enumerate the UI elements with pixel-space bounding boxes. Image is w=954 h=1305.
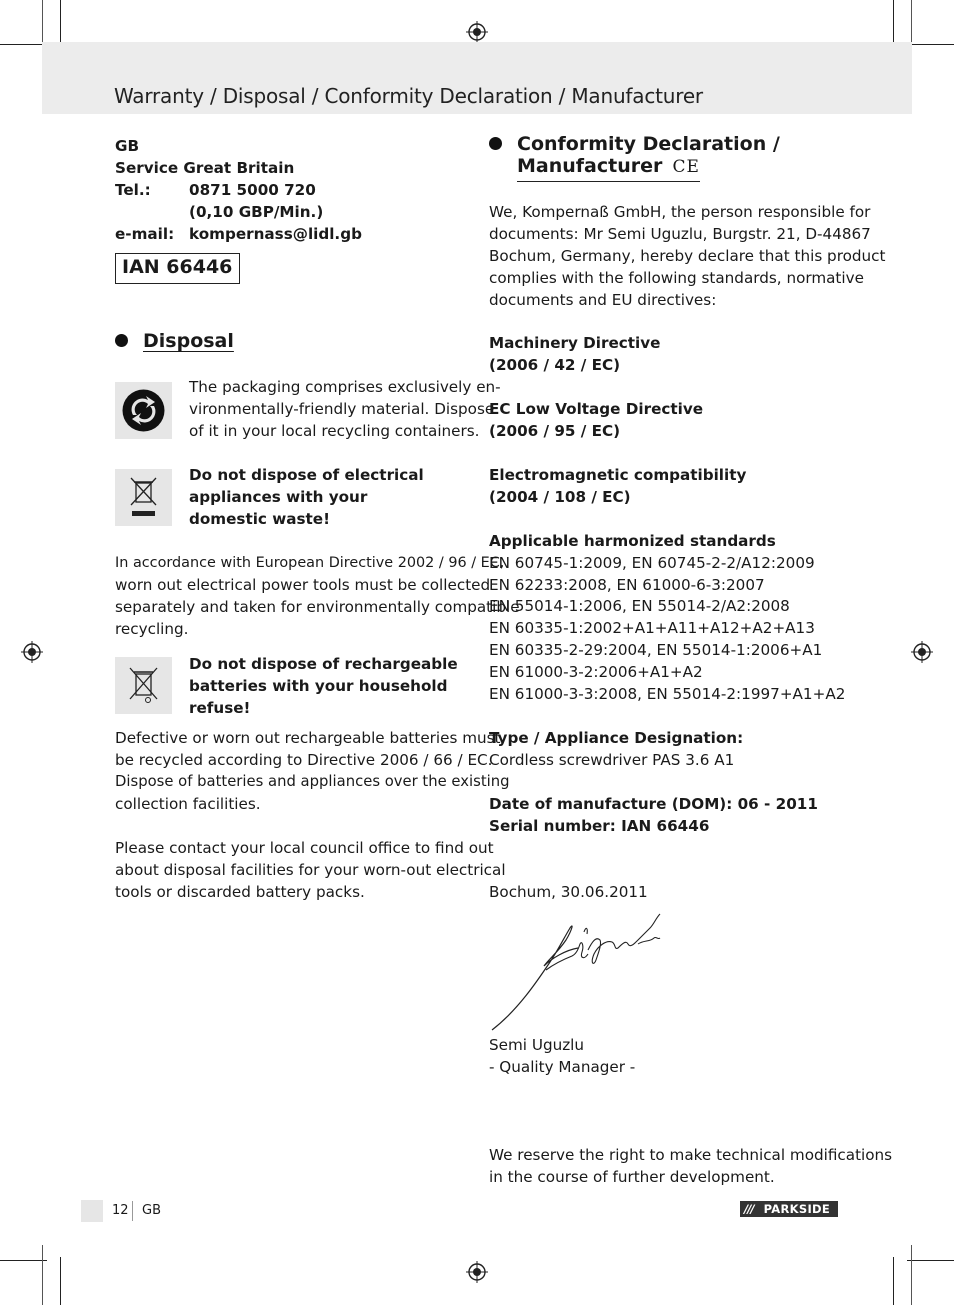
reserve-text-2: in the course of further development. <box>489 1168 775 1186</box>
packaging-text-1: The packaging comprises exclusively en- <box>189 378 501 396</box>
service-name: Service Great Britain <box>115 159 295 177</box>
crossed-bin-icon <box>115 469 172 526</box>
battery-warning-2: batteries with your household <box>189 677 448 695</box>
lvd-title: EC Low Voltage Directive <box>489 400 704 418</box>
parkside-logo <box>740 1201 838 1217</box>
conformity-heading-1: Conformity Declaration / <box>517 133 780 155</box>
conformity-heading-2: Manufacturer <box>517 155 663 177</box>
packaging-text-3: of it in your local recycling containers. <box>189 422 480 440</box>
standard-line: EN 60745-1:2009, EN 60745-2-2/A12:2009 <box>489 554 815 572</box>
standard-line: EN 61000-3-3:2008, EN 55014-2:1997+A1+A2 <box>489 685 846 703</box>
crop-mark <box>0 44 47 45</box>
signer-name: Semi Uguzlu <box>489 1036 585 1054</box>
reserve-text-1: We reserve the right to make technical modifications <box>489 1146 893 1164</box>
standard-line: EN 62233:2008, EN 61000-6-3:2007 <box>489 576 765 594</box>
footer-page-box <box>81 1200 103 1222</box>
standard-line: EN 60335-2-29:2004, EN 55014-1:2006+A1 <box>489 641 823 659</box>
standard-line: EN 60335-1:2002+A1+A11+A12+A2+A13 <box>489 619 815 637</box>
crop-mark <box>893 0 894 48</box>
machinery-code: (2006 / 42 / EC) <box>489 356 621 374</box>
directive-text-3: separately and taken for environmentally compatible <box>115 598 520 616</box>
standards-title: Applicable harmonized standards <box>489 532 776 550</box>
logo-stripes-icon: /// <box>744 1202 754 1216</box>
section-bullet-icon <box>489 137 502 150</box>
intro-text-1: We, Kompernaß GmbH, the person responsible for <box>489 203 871 221</box>
crop-mark <box>60 0 61 48</box>
intro-text-3: Bochum, Germany, hereby declare that this product <box>489 247 886 265</box>
electrical-warning-1: Do not dispose of electrical <box>189 466 424 484</box>
machinery-title: Machinery Directive <box>489 334 661 352</box>
battery-bin-icon <box>115 657 172 714</box>
registration-mark-icon <box>466 1261 488 1283</box>
registration-mark-icon <box>21 641 43 663</box>
battery-text-3: Dispose of batteries and appliances over the existing <box>115 773 510 790</box>
conformity-heading-2-wrap <box>517 155 700 182</box>
directive-text-1: In accordance with European Directive 2002 / 96 / EC, <box>115 555 505 571</box>
recycling-icon <box>115 382 172 439</box>
crop-mark <box>911 1245 912 1305</box>
electrical-warning-2: appliances with your <box>189 488 368 506</box>
crop-mark <box>60 1257 61 1305</box>
page-title: Warranty / Disposal / Conformity Declaration / Manufacturer <box>114 84 703 108</box>
type-title: Type / Appliance Designation: <box>489 729 744 747</box>
battery-text-1: Defective or worn out rechargeable batteries must <box>115 729 501 747</box>
contact-text-2: about disposal facilities for your worn-out electrical <box>115 861 506 879</box>
page-number: 12 <box>112 1203 129 1218</box>
crop-mark <box>893 1257 894 1305</box>
tel-number: 0871 5000 720 <box>189 181 316 199</box>
crop-mark <box>907 44 954 45</box>
directive-text-2: worn out electrical power tools must be collected <box>115 576 491 594</box>
section-bullet-icon <box>115 334 128 347</box>
date-of-manufacture: Date of manufacture (DOM): 06 - 2011 <box>489 795 818 813</box>
emc-code: (2004 / 108 / EC) <box>489 488 631 506</box>
tel-label: Tel.: <box>115 181 151 199</box>
serial-number: Serial number: IAN 66446 <box>489 817 710 835</box>
signature-image <box>488 910 668 1035</box>
battery-text-4: collection facilities. <box>115 795 261 813</box>
standard-line: EN 61000-3-2:2006+A1+A2 <box>489 663 703 681</box>
battery-warning-1: Do not dispose of rechargeable <box>189 655 458 673</box>
battery-warning-3: refuse! <box>189 699 251 717</box>
contact-text-1: Please contact your local council office to find out <box>115 839 494 857</box>
emc-title: Electromagnetic compatibility <box>489 466 747 484</box>
crop-mark <box>42 1245 43 1305</box>
ce-mark: CE <box>672 157 700 177</box>
intro-text-2: documents: Mr Semi Uguzlu, Burgstr. 21, D-44867 <box>489 225 871 243</box>
ian-number: IAN 66446 <box>122 256 233 278</box>
disposal-heading: Disposal <box>143 330 234 352</box>
electrical-warning-3: domestic waste! <box>189 510 331 528</box>
contact-text-3: tools or discarded battery packs. <box>115 883 365 901</box>
crop-mark <box>0 1260 47 1261</box>
standard-line: EN 55014-1:2006, EN 55014-2/A2:2008 <box>489 597 790 615</box>
footer-divider <box>132 1201 133 1221</box>
registration-mark-icon <box>466 21 488 43</box>
intro-text-4: complies with the following standards, normative <box>489 269 864 287</box>
intro-text-5: documents and EU directives: <box>489 291 717 309</box>
email-label: e-mail: <box>115 225 175 243</box>
type-value: Cordless screwdriver PAS 3.6 A1 <box>489 751 735 769</box>
directive-text-4: recycling. <box>115 620 189 638</box>
packaging-text-2: vironmentally-friendly material. Dispose <box>189 400 495 418</box>
signer-role: - Quality Manager - <box>489 1058 636 1076</box>
registration-mark-icon <box>911 641 933 663</box>
place-date: Bochum, 30.06.2011 <box>489 883 648 901</box>
crop-mark <box>907 1260 954 1261</box>
tel-rate: (0,10 GBP/Min.) <box>189 203 324 221</box>
battery-text-2: be recycled according to Directive 2006 / 66 / EC. <box>115 751 493 769</box>
brand-name: PARKSIDE <box>763 1202 831 1216</box>
lvd-code: (2006 / 95 / EC) <box>489 422 621 440</box>
service-country: GB <box>115 137 140 155</box>
footer-language: GB <box>142 1203 161 1218</box>
email-address: kompernass@lidl.gb <box>189 225 362 243</box>
